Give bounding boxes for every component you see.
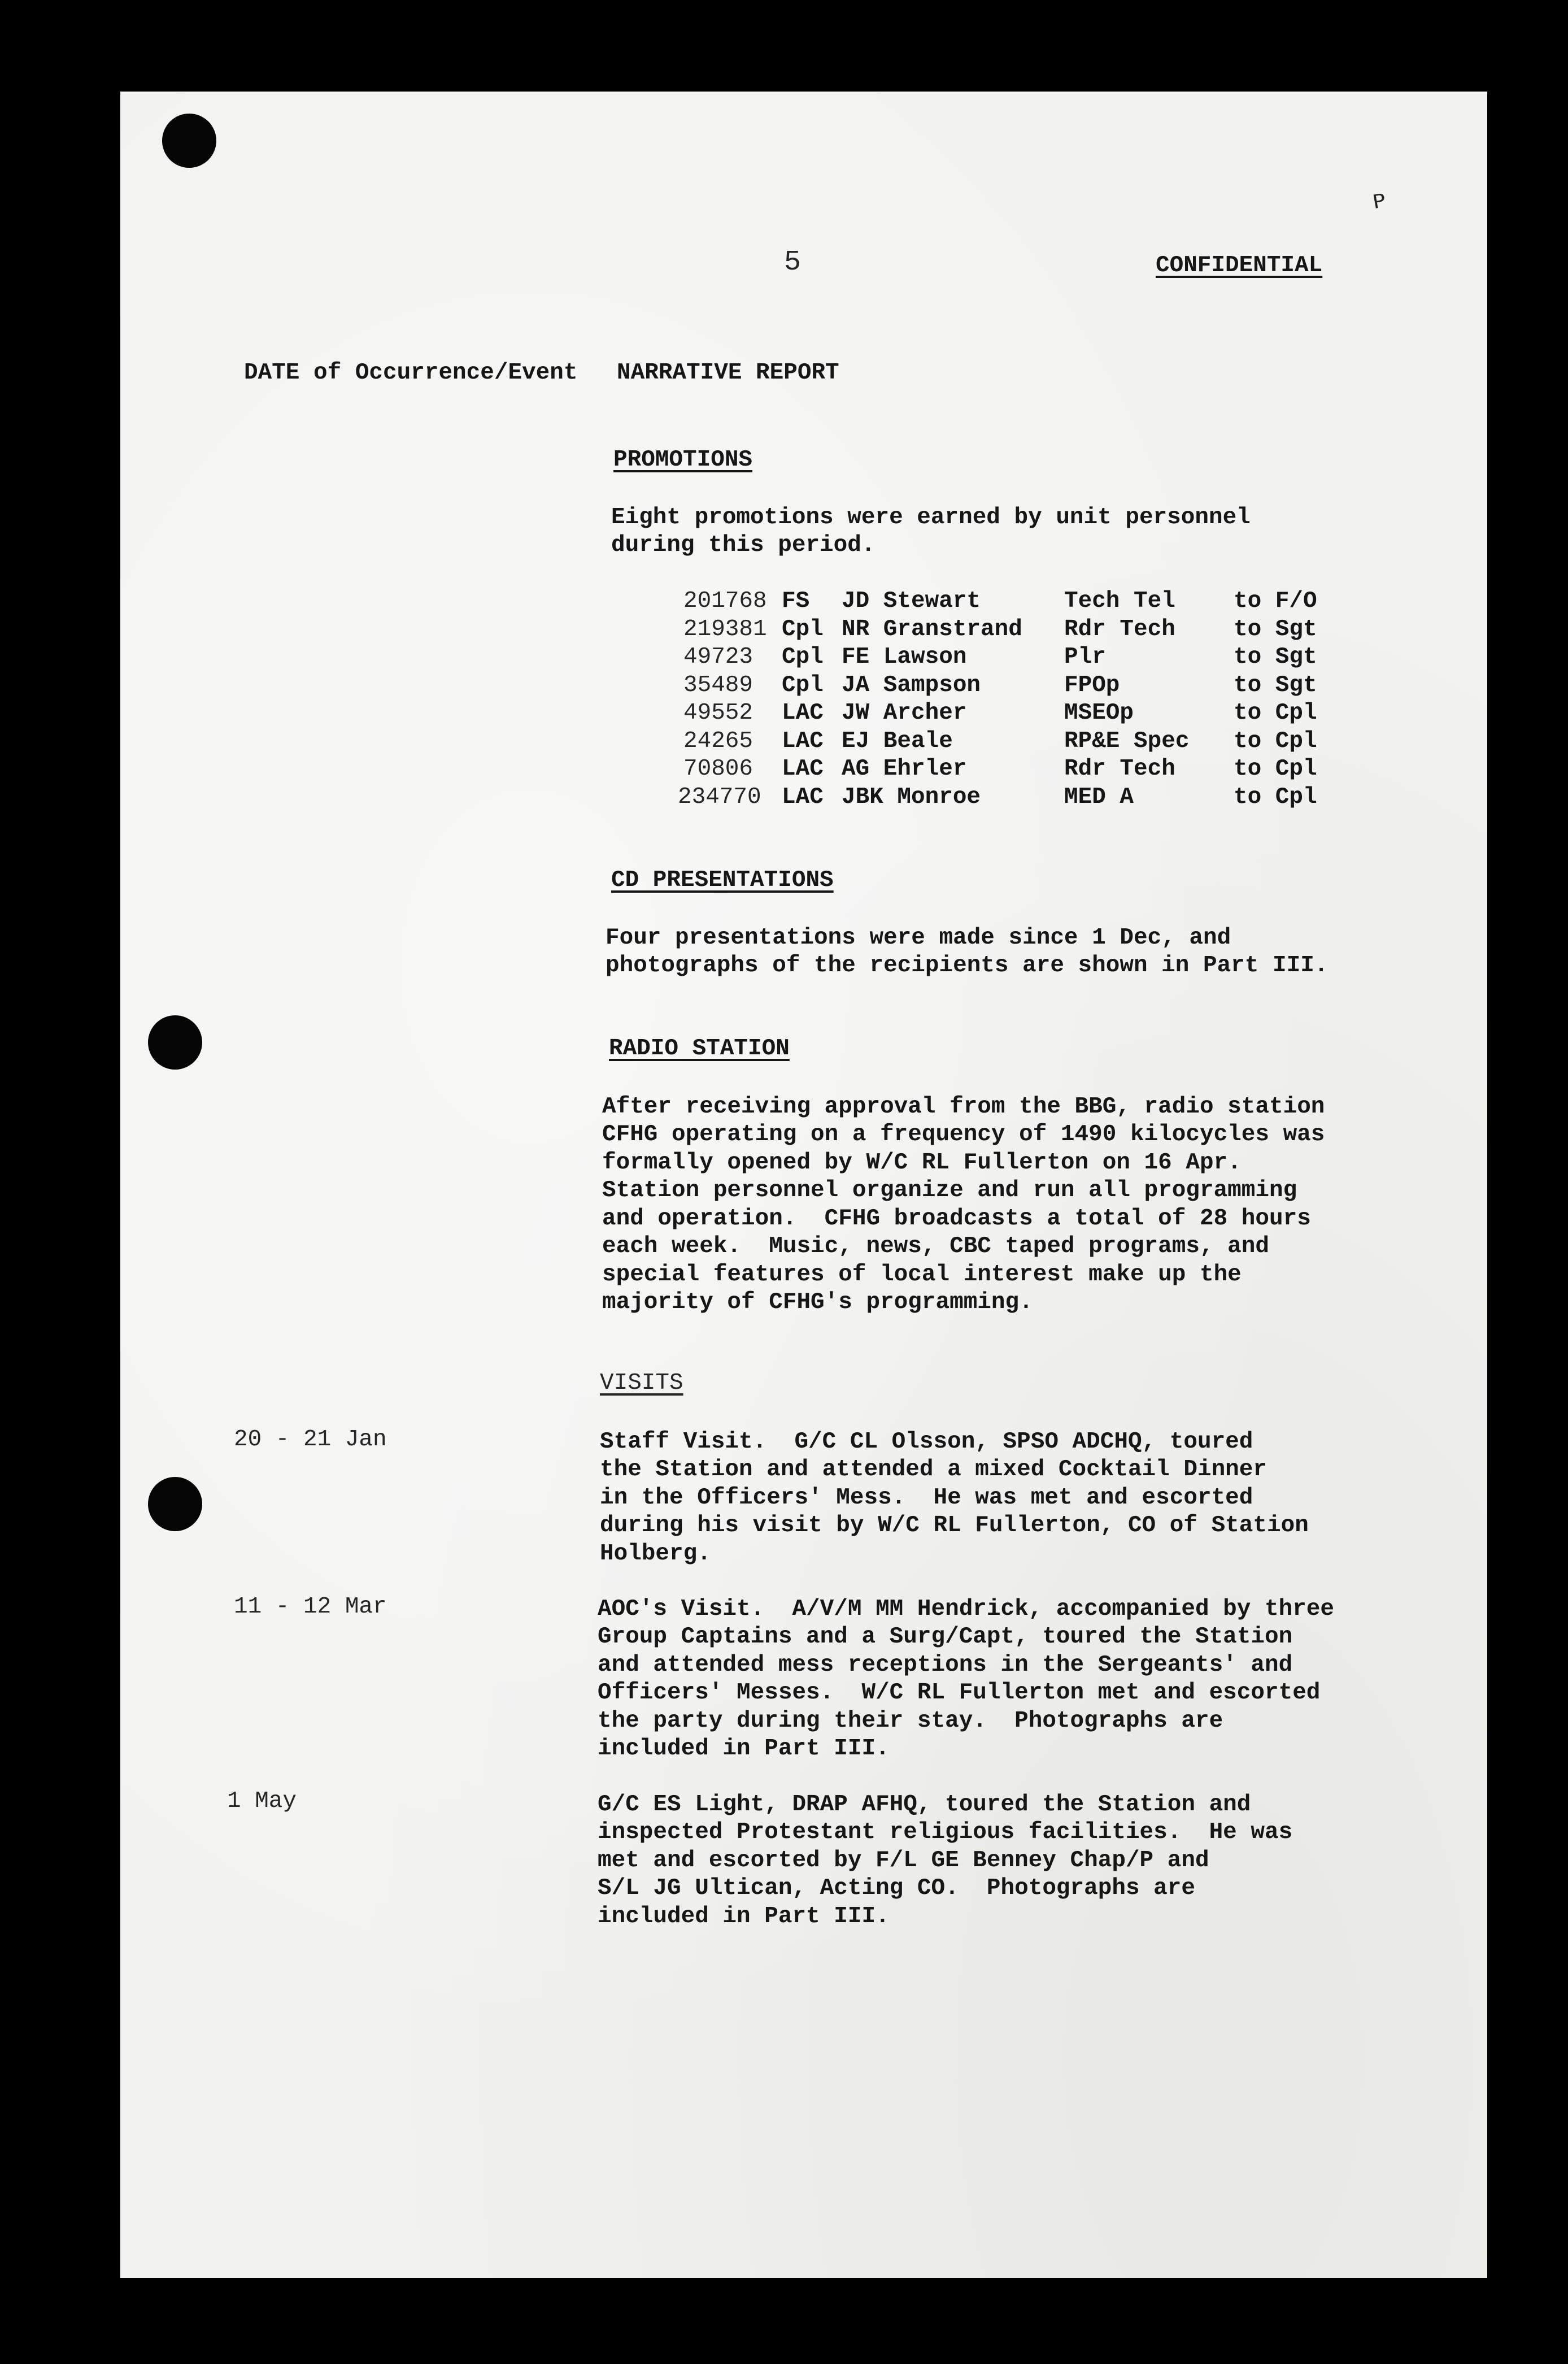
rank: LAC xyxy=(782,784,824,810)
member-name: EJ Beale xyxy=(842,728,953,754)
member-name: JD Stewart xyxy=(842,588,981,614)
punch-hole-lower xyxy=(148,1477,202,1531)
rank: LAC xyxy=(782,728,824,754)
margin-mark: ᴾ xyxy=(1370,186,1390,228)
promotions-intro-line: during this period. xyxy=(611,532,876,558)
paragraph-line: S/L JG Ultican, Acting CO. Photographs are xyxy=(598,1875,1195,1901)
visit-date: 20 - 21 Jan xyxy=(234,1427,387,1453)
trade: RP&E Spec xyxy=(1064,728,1190,754)
classification-label: CONFIDENTIAL xyxy=(1156,253,1323,279)
paragraph-line: After receiving approval from the BBG, radio station xyxy=(602,1094,1325,1120)
paragraph-line: included in Part III. xyxy=(598,1904,890,1930)
paragraph-line: Holberg. xyxy=(600,1541,711,1567)
promoted-to: to Cpl xyxy=(1234,756,1317,782)
paragraph-line: in the Officers' Mess. He was met and escorted xyxy=(600,1485,1253,1511)
rank: LAC xyxy=(782,700,824,726)
paragraph-line: met and escorted by F/L GE Benney Chap/P and xyxy=(598,1848,1209,1874)
paragraph-line: majority of CFHG's programming. xyxy=(602,1289,1033,1315)
member-name: FE Lawson xyxy=(842,644,967,670)
rank: FS xyxy=(782,588,810,614)
paragraph-line: AOC's Visit. A/V/M MM Hendrick, accompanied by three xyxy=(598,1596,1335,1622)
member-name: JW Archer xyxy=(842,700,967,726)
paragraph-line: each week. Music, news, CBC taped programs, and xyxy=(602,1233,1269,1259)
paragraph-line: CFHG operating on a frequency of 1490 kilocycles was xyxy=(602,1122,1325,1148)
member-name: JBK Monroe xyxy=(842,784,981,810)
rank: Cpl xyxy=(782,616,824,642)
paragraph-line: included in Part III. xyxy=(598,1736,890,1762)
paragraph-line: Station personnel organize and run all programming xyxy=(602,1177,1297,1203)
service-number: 70806 xyxy=(683,756,753,782)
paragraph-line: photographs of the recipients are shown in Part III. xyxy=(606,953,1329,979)
service-number: 49723 xyxy=(683,644,753,670)
paragraph-line: Officers' Messes. W/C RL Fullerton met and escorted xyxy=(598,1680,1321,1706)
member-name: JA Sampson xyxy=(842,672,981,698)
member-name: NR Granstrand xyxy=(842,616,1022,642)
paragraph-line: special features of local interest make up the xyxy=(602,1262,1242,1288)
rank: Cpl xyxy=(782,644,824,670)
promoted-to: to Cpl xyxy=(1234,784,1317,810)
rank: LAC xyxy=(782,756,824,782)
trade: FPOp xyxy=(1064,672,1120,698)
trade: Tech Tel xyxy=(1064,588,1175,614)
promoted-to: to Sgt xyxy=(1234,616,1317,642)
service-number: 35489 xyxy=(683,672,753,698)
visit-date: 1 May xyxy=(227,1788,297,1814)
promoted-to: to Sgt xyxy=(1234,672,1317,698)
paragraph-line: Four presentations were made since 1 Dec, and xyxy=(606,925,1231,951)
promoted-to: to Sgt xyxy=(1234,644,1317,670)
paragraph-line: the party during their stay. Photographs are xyxy=(598,1708,1223,1734)
paragraph-line: formally opened by W/C RL Fullerton on 16 Apr. xyxy=(602,1150,1242,1176)
trade: MSEOp xyxy=(1064,700,1134,726)
paragraph-line: during his visit by W/C RL Fullerton, CO of Station xyxy=(600,1513,1309,1539)
punch-hole-top xyxy=(162,114,216,168)
promotions-heading: PROMOTIONS xyxy=(613,447,753,473)
page-number: 5 xyxy=(784,246,802,279)
paragraph-line: and attended mess receptions in the Sergeants' and xyxy=(598,1652,1293,1678)
service-number: 234770 xyxy=(678,784,761,810)
member-name: AG Ehrler xyxy=(842,756,967,782)
narrative-column-header: NARRATIVE REPORT xyxy=(617,360,839,386)
trade: Rdr Tech xyxy=(1064,616,1175,642)
paragraph-line: G/C ES Light, DRAP AFHQ, toured the Station and xyxy=(598,1792,1251,1818)
rank: Cpl xyxy=(782,672,824,698)
service-number: 49552 xyxy=(683,700,753,726)
promotions-intro-line: Eight promotions were earned by unit personnel xyxy=(611,505,1251,531)
promoted-to: to F/O xyxy=(1234,588,1317,614)
paragraph-line: inspected Protestant religious facilities. He was xyxy=(598,1819,1293,1845)
cd-presentations-heading: CD PRESENTATIONS xyxy=(611,867,834,893)
service-number: 24265 xyxy=(683,728,753,754)
paragraph-line: the Station and attended a mixed Cocktail Dinner xyxy=(600,1457,1267,1483)
service-number: 219381 xyxy=(683,616,767,642)
promoted-to: to Cpl xyxy=(1234,728,1317,754)
date-column-header: DATE of Occurrence/Event xyxy=(244,360,578,386)
trade: Rdr Tech xyxy=(1064,756,1175,782)
radio-station-heading: RADIO STATION xyxy=(609,1036,790,1062)
service-number: 201768 xyxy=(683,588,767,614)
visits-heading: VISITS xyxy=(600,1370,683,1396)
promoted-to: to Cpl xyxy=(1234,700,1317,726)
trade: MED A xyxy=(1064,784,1134,810)
trade: Plr xyxy=(1064,644,1106,670)
paragraph-line: and operation. CFHG broadcasts a total of 28 hours xyxy=(602,1206,1311,1232)
paragraph-line: Group Captains and a Surg/Capt, toured the Station xyxy=(598,1624,1293,1650)
visit-date: 11 - 12 Mar xyxy=(234,1594,387,1620)
punch-hole-middle xyxy=(148,1015,202,1070)
paragraph-line: Staff Visit. G/C CL Olsson, SPSO ADCHQ, toured xyxy=(600,1429,1253,1455)
